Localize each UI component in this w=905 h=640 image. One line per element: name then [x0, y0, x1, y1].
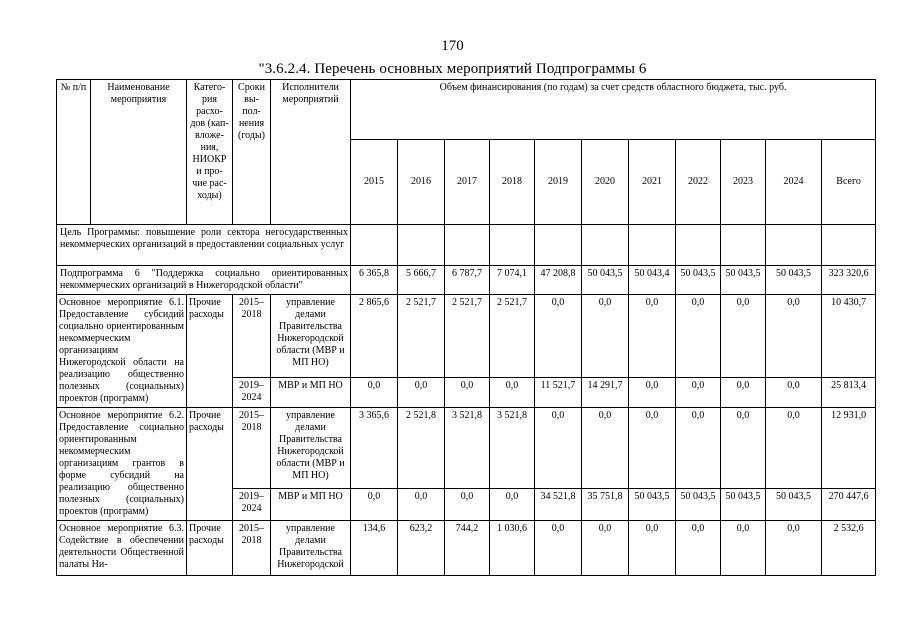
value-cell: 3 521,8	[490, 408, 535, 489]
value-cell: 744,2	[445, 521, 490, 576]
value-cell: 2 521,7	[490, 295, 535, 378]
value-cell: 2 865,6	[351, 295, 398, 378]
value-cell: 50 043,5	[721, 489, 766, 521]
page-number: 170	[441, 38, 464, 54]
value-cell: 0,0	[445, 489, 490, 521]
value-cell: 0,0	[721, 378, 766, 408]
header-year: 2017	[445, 139, 490, 224]
value-cell: 0,0	[721, 295, 766, 378]
value-cell: 0,0	[766, 378, 822, 408]
value-cell: 0,0	[766, 521, 822, 576]
value-cell: 0,0	[676, 521, 721, 576]
subprogram-text: Подпрограмма 6 "Поддержка социально ориентированных некоммерческих организаций в Нижегородской области"	[57, 266, 351, 295]
header-terms: Сроки вы-пол-нения (годы)	[233, 80, 271, 225]
header-executors: Исполнители мероприятий	[271, 80, 351, 225]
value-cell: 50 043,5	[629, 489, 676, 521]
value-cell: 14 291,7	[582, 378, 629, 408]
activity-executor: управление делами Правительства Нижегородской	[271, 521, 351, 576]
value-cell: 50 043,5	[721, 266, 766, 295]
header-year: 2023	[721, 139, 766, 224]
value-cell: 0,0	[535, 295, 582, 378]
header-year: 2021	[629, 139, 676, 224]
activity-executor: управление делами Правительства Нижегородской области (МВР и МП НО)	[271, 295, 351, 378]
value-cell: 3 365,6	[351, 408, 398, 489]
value-cell: 0,0	[535, 521, 582, 576]
value-cell: 2 521,8	[398, 408, 445, 489]
goal-row	[57, 225, 876, 266]
value-cell: 0,0	[721, 521, 766, 576]
value-cell: 0,0	[676, 378, 721, 408]
value-cell: 0,0	[721, 408, 766, 489]
value-cell: 0,0	[676, 295, 721, 378]
header-year: 2019	[535, 139, 582, 224]
value-cell: 11 521,7	[535, 378, 582, 408]
activity-executor: МВР и МП НО	[271, 378, 351, 408]
value-cell: 35 751,8	[582, 489, 629, 521]
value-cell: 3 521,8	[445, 408, 490, 489]
activity-term: 2019–2024	[233, 378, 271, 408]
activity-row	[57, 521, 876, 576]
activity-category: Прочие расходы	[187, 408, 233, 521]
value-cell: 50 043,5	[582, 266, 629, 295]
value-cell: 0,0	[582, 408, 629, 489]
header-year: 2020	[582, 139, 629, 224]
document-title: "3.6.2.4. Перечень основных мероприятий Подпрограммы 6	[258, 61, 647, 77]
value-cell: 0,0	[490, 378, 535, 408]
value-cell: 47 208,8	[535, 266, 582, 295]
value-cell: 6 787,7	[445, 266, 490, 295]
header-category: Катего-рия расхо-дов (кап-вложе-ния, НИОКР и про-чие рас-ходы)	[187, 80, 233, 225]
activity-category: Прочие расходы	[187, 521, 233, 576]
activity-row	[57, 295, 876, 378]
value-cell: 0,0	[629, 408, 676, 489]
value-cell: 50 043,4	[629, 266, 676, 295]
value-cell: 0,0	[490, 489, 535, 521]
value-cell: 0,0	[582, 295, 629, 378]
value-cell: 0,0	[629, 521, 676, 576]
activity-term: 2015–2018	[233, 408, 271, 489]
value-cell: 0,0	[398, 378, 445, 408]
subprogram-row	[57, 266, 876, 295]
value-cell: 50 043,5	[766, 266, 822, 295]
value-cell: 270 447,6	[822, 489, 876, 521]
activity-name: Основное мероприятие 6.2. Предоставление социально ориентированным некоммерческим организациям грантов в форме субсидий на реализацию общественно полезных (социальных) проектов (программ)	[57, 408, 187, 521]
header-year: 2015	[351, 139, 398, 224]
activity-executor: МВР и МП НО	[271, 489, 351, 521]
value-cell: 134,6	[351, 521, 398, 576]
header-financing: Объем финансирования (по годам) за счет средств областного бюджета, тыс. руб.	[351, 80, 876, 140]
header-year: 2022	[676, 139, 721, 224]
value-cell: 50 043,5	[766, 489, 822, 521]
activity-term: 2019–2024	[233, 489, 271, 521]
value-cell: 0,0	[398, 489, 445, 521]
value-cell: 5 666,7	[398, 266, 445, 295]
value-cell: 25 813,4	[822, 378, 876, 408]
header-year: 2024	[766, 139, 822, 224]
value-cell: 12 931,0	[822, 408, 876, 489]
activity-term: 2015–2018	[233, 295, 271, 378]
value-cell: 0,0	[766, 408, 822, 489]
value-cell: 0,0	[629, 295, 676, 378]
activity-name: Основное мероприятие 6.1. Предоставление субсидий социально ориентированным некоммерческим организациям Нижегородской области на реализацию общественно полезных (социальных) проектов (программ)	[57, 295, 187, 408]
value-cell: 0,0	[629, 378, 676, 408]
value-cell: 0,0	[582, 521, 629, 576]
activity-term: 2015–2018	[233, 521, 271, 576]
activity-executor: управление делами Правительства Нижегородской области (МВР и МП НО)	[271, 408, 351, 489]
header-name: Наименование мероприятия	[91, 80, 187, 225]
value-cell: 50 043,5	[676, 489, 721, 521]
goal-text: Цель Программы: повышение роли сектора негосударственных некоммерческих организаций в предоставлении социальных услуг	[57, 225, 351, 266]
activity-row	[57, 408, 876, 489]
header-num: № п/п	[57, 80, 91, 225]
header-year: 2018	[490, 139, 535, 224]
value-cell: 1 030,6	[490, 521, 535, 576]
value-cell: 323 320,6	[822, 266, 876, 295]
value-cell: 0,0	[351, 489, 398, 521]
activity-category: Прочие расходы	[187, 295, 233, 408]
value-cell: 2 521,7	[398, 295, 445, 378]
value-cell: 2 521,7	[445, 295, 490, 378]
value-cell: 0,0	[766, 295, 822, 378]
value-cell: 623,2	[398, 521, 445, 576]
value-cell: 0,0	[676, 408, 721, 489]
value-cell: 0,0	[351, 378, 398, 408]
value-cell: 10 430,7	[822, 295, 876, 378]
header-total: Всего	[822, 139, 876, 224]
activities-table	[56, 79, 876, 576]
value-cell: 50 043,5	[676, 266, 721, 295]
value-cell: 2 532,6	[822, 521, 876, 576]
value-cell: 0,0	[445, 378, 490, 408]
value-cell: 0,0	[535, 408, 582, 489]
header-year: 2016	[398, 139, 445, 224]
value-cell: 6 365,8	[351, 266, 398, 295]
activity-name: Основное мероприятие 6.3. Содействие в обеспечении деятельности Общественной палаты Ни-	[57, 521, 187, 576]
value-cell: 34 521,8	[535, 489, 582, 521]
value-cell: 7 074,1	[490, 266, 535, 295]
